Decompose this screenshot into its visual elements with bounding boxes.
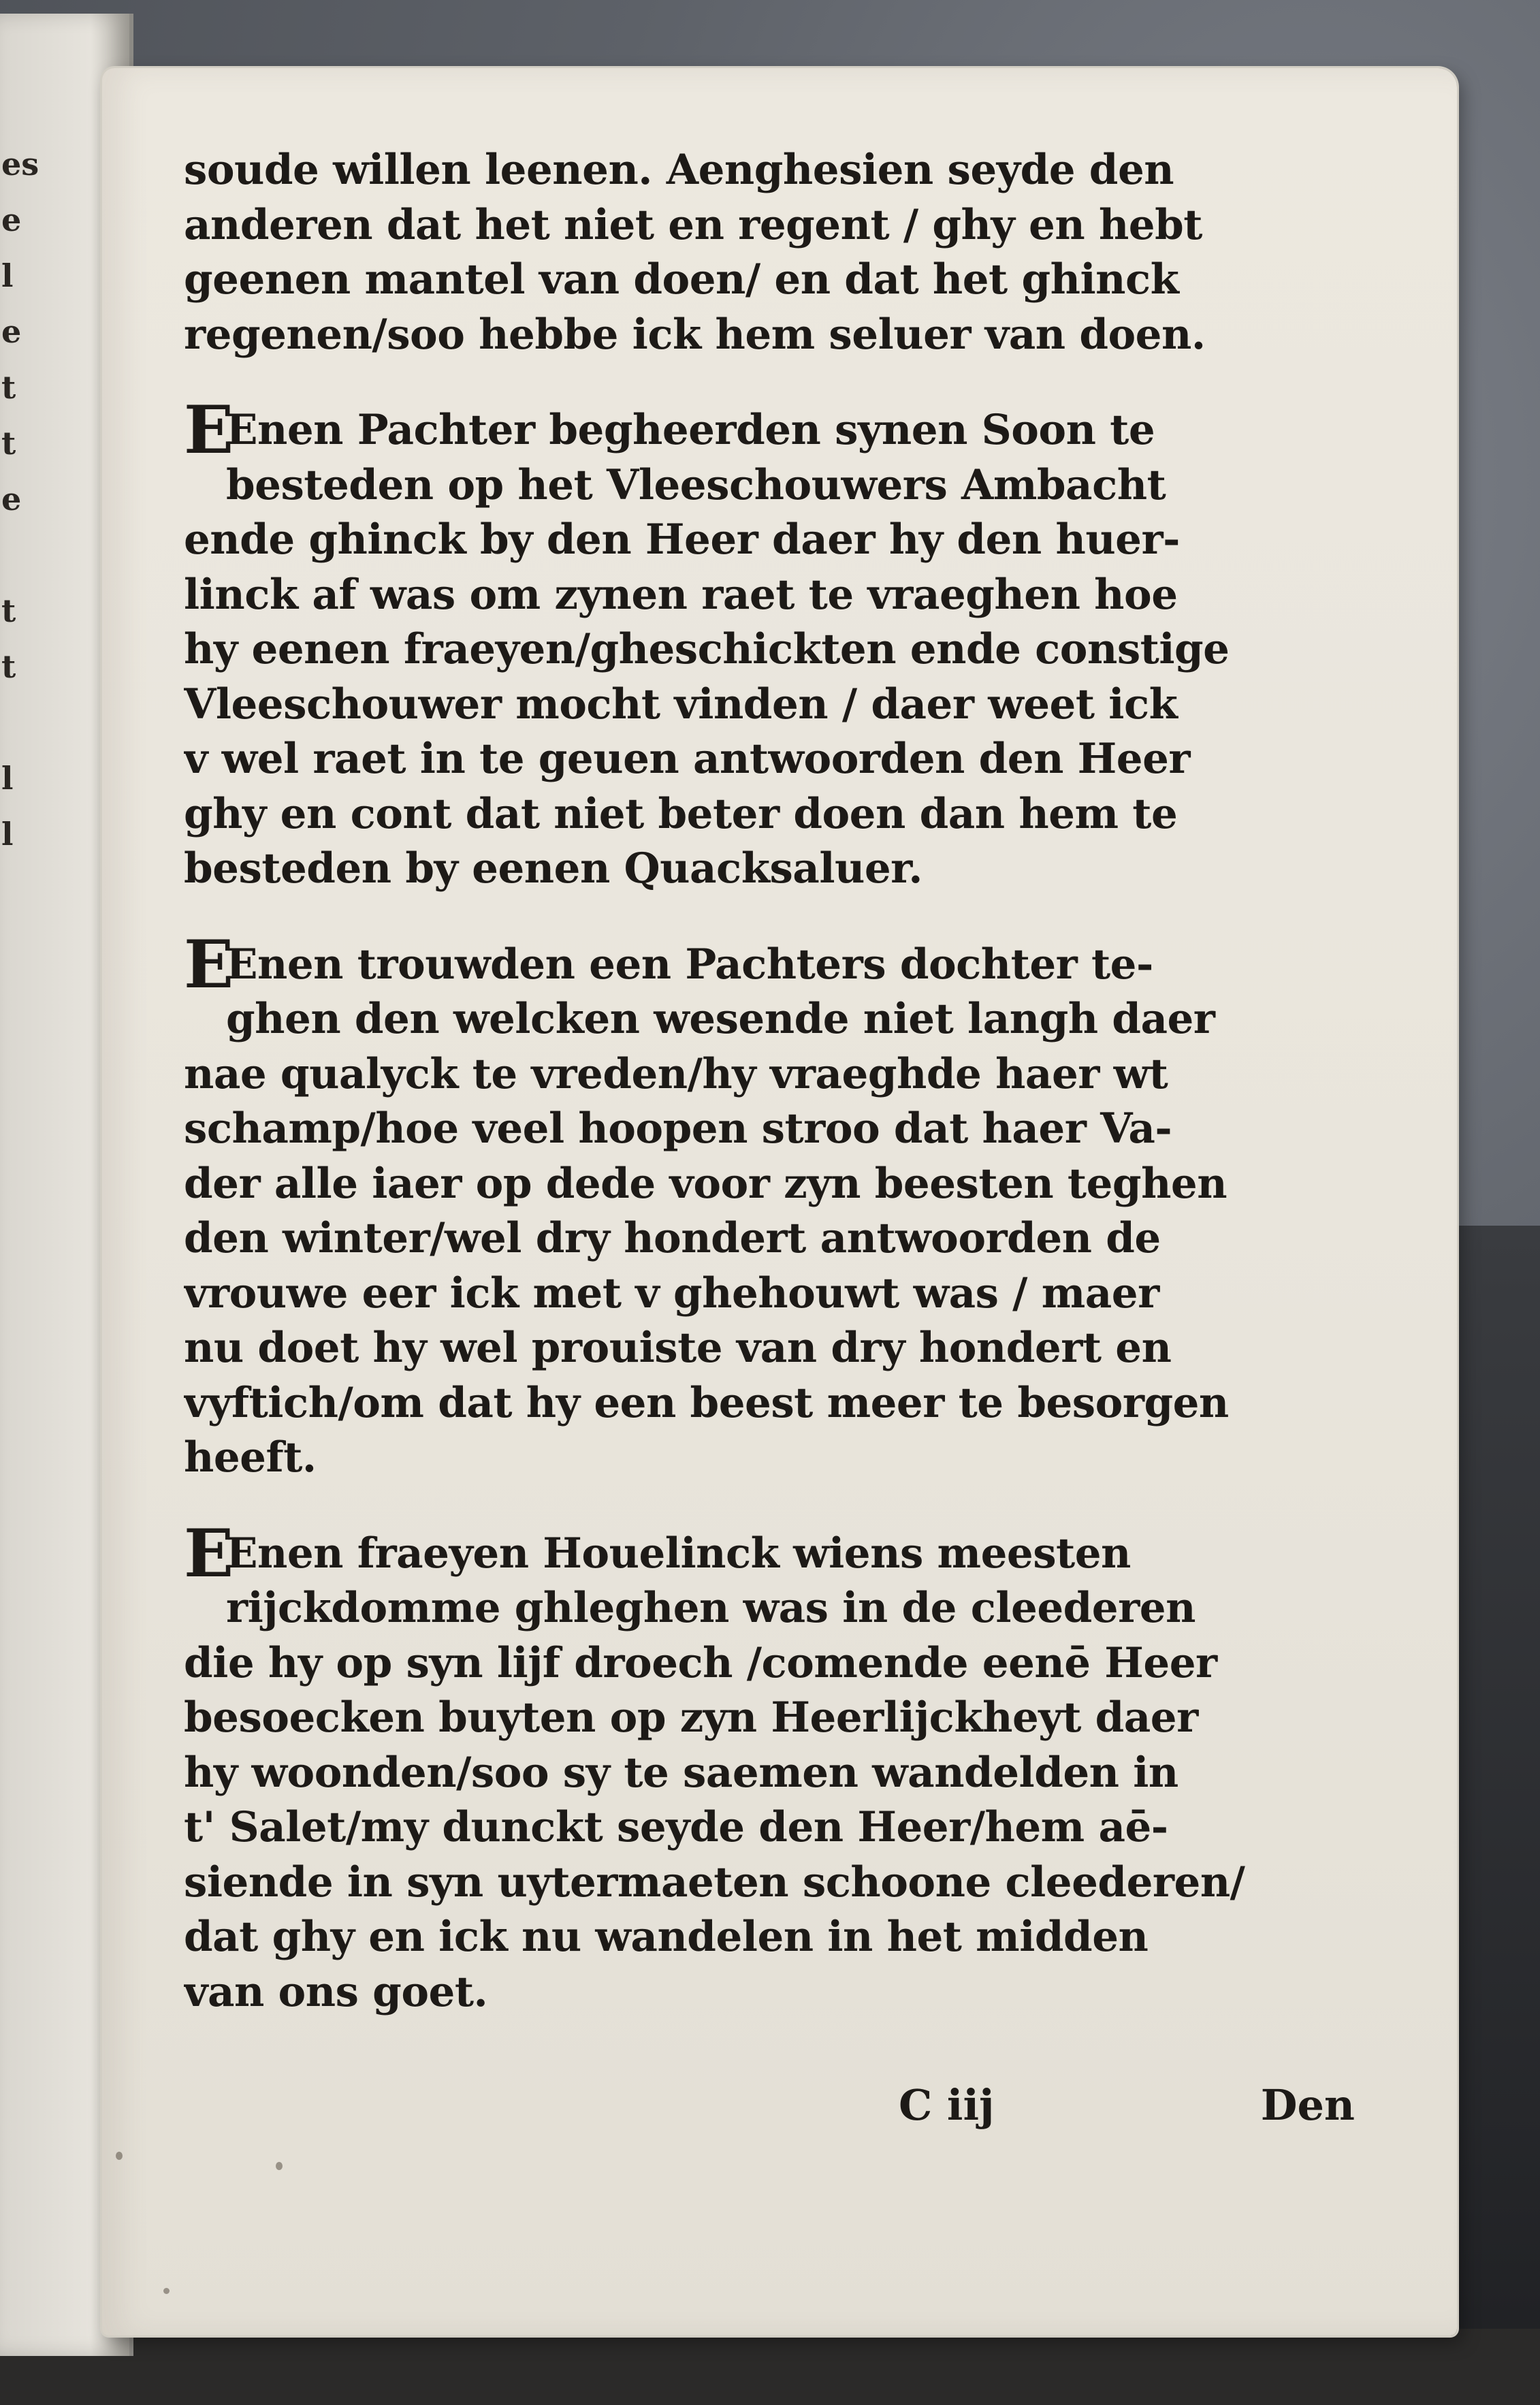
text-line-content: Enen trouwden een Pachters dochter te- [226, 940, 1153, 989]
page-text-block [184, 143, 1355, 2060]
margin-letter: t [1, 369, 16, 406]
text-line: die hy op syn lijf droech /comende eenē Heer [184, 1638, 1217, 1687]
text-line-content: Enen Pachter begheerden synen Soon te [226, 406, 1155, 454]
text-line: heeft. [184, 1433, 317, 1482]
book-page [102, 68, 1457, 2336]
margin-letter: e [1, 313, 22, 350]
margin-letter: es [1, 146, 39, 182]
text-line: soude willen leenen. Aenghesien seyde den [184, 146, 1174, 194]
signature-mark: C iij [899, 2080, 995, 2130]
paragraph [184, 938, 1355, 1486]
margin-letter: t [1, 592, 16, 629]
margin-letter: l [1, 760, 14, 797]
drop-cap: E [184, 1526, 234, 1581]
margin-letter: e [1, 202, 22, 238]
margin-letter: t [1, 648, 16, 685]
text-line: besoecken buyten op zyn Heerlijckheyt daer [184, 1693, 1198, 1742]
text-line: besteden op het Vleeschouwers Ambacht [226, 460, 1166, 509]
text-line: der alle iaer op dede voor zyn beesten teghen [184, 1159, 1228, 1208]
text-line: hy woonden/soo sy te saemen wandelden in [184, 1748, 1178, 1797]
ink-dot [163, 2288, 170, 2294]
text-line: van ons goet. [184, 1967, 488, 2016]
paragraph [184, 1527, 1355, 2020]
text-line: ende ghinck by den Heer daer hy den huer- [184, 515, 1180, 564]
margin-letter [1, 695, 22, 750]
text-line: linck af was om zynen raet te vraeghen hoe [184, 570, 1178, 619]
text-line: siende in syn uytermaeten schoone cleederen/ [184, 1858, 1245, 1907]
text-line: den winter/wel dry hondert antwoorden de [184, 1214, 1161, 1262]
drop-cap: E [184, 937, 234, 992]
text-line [184, 938, 1355, 993]
margin-letter: l [1, 816, 14, 853]
text-line: ghen den welcken wesende niet langh daer [226, 995, 1215, 1043]
ink-dot [116, 2152, 123, 2160]
text-line: geenen mantel van doen/ en dat het ghinck [184, 255, 1179, 304]
text-line: Vleeschouwer mocht vinden / daer weet ick [184, 680, 1178, 729]
text-line: anderen dat het niet en regent / ghy en hebt [184, 200, 1202, 249]
margin-letter: t [1, 425, 16, 462]
text-line: t' Salet/my dunckt seyde den Heer/hem aē- [184, 1803, 1168, 1851]
margin-letter: l [1, 257, 14, 294]
text-line: v wel raet in te geuen antwoorden den Heer [184, 735, 1191, 783]
paragraph [184, 143, 1355, 362]
text-line: nae qualyck te vreden/hy vraeghde haer wt [184, 1049, 1168, 1098]
ink-dot [276, 2162, 283, 2170]
text-line [184, 403, 1355, 458]
text-line-content: Enen fraeyen Houelinck wiens meesten [226, 1529, 1131, 1578]
text-line: nu doet hy wel prouiste van dry hondert en [184, 1324, 1172, 1372]
text-line: vrouwe eer ick met v ghehouwt was / maer [184, 1269, 1159, 1318]
catchword: Den [1260, 2080, 1355, 2130]
text-line: vyftich/om dat hy een beest meer te besorgen [184, 1378, 1229, 1427]
text-line: dat ghy en ick nu wandelen in het midden [184, 1913, 1149, 1961]
text-line: besteden by eenen Quacksaluer. [184, 844, 923, 893]
margin-letter: e [1, 481, 22, 517]
page-footer [184, 2080, 1355, 2141]
text-line: rijckdomme ghleghen was in de cleederen [226, 1584, 1196, 1632]
book-bottom-edge [0, 2329, 1540, 2405]
text-line: ghy en cont dat niet beter doen dan hem te [184, 789, 1178, 838]
text-line: regenen/soo hebbe ick hem seluer van doen. [184, 310, 1206, 359]
left-page-margin-text [1, 136, 39, 862]
margin-letter [1, 527, 22, 583]
text-line: hy eenen fraeyen/gheschickten ende constige [184, 625, 1230, 673]
text-line [184, 1527, 1355, 1582]
paragraph [184, 403, 1355, 897]
text-line: schamp/hoe veel hoopen stroo dat haer Va- [184, 1104, 1172, 1153]
drop-cap: E [184, 403, 234, 458]
